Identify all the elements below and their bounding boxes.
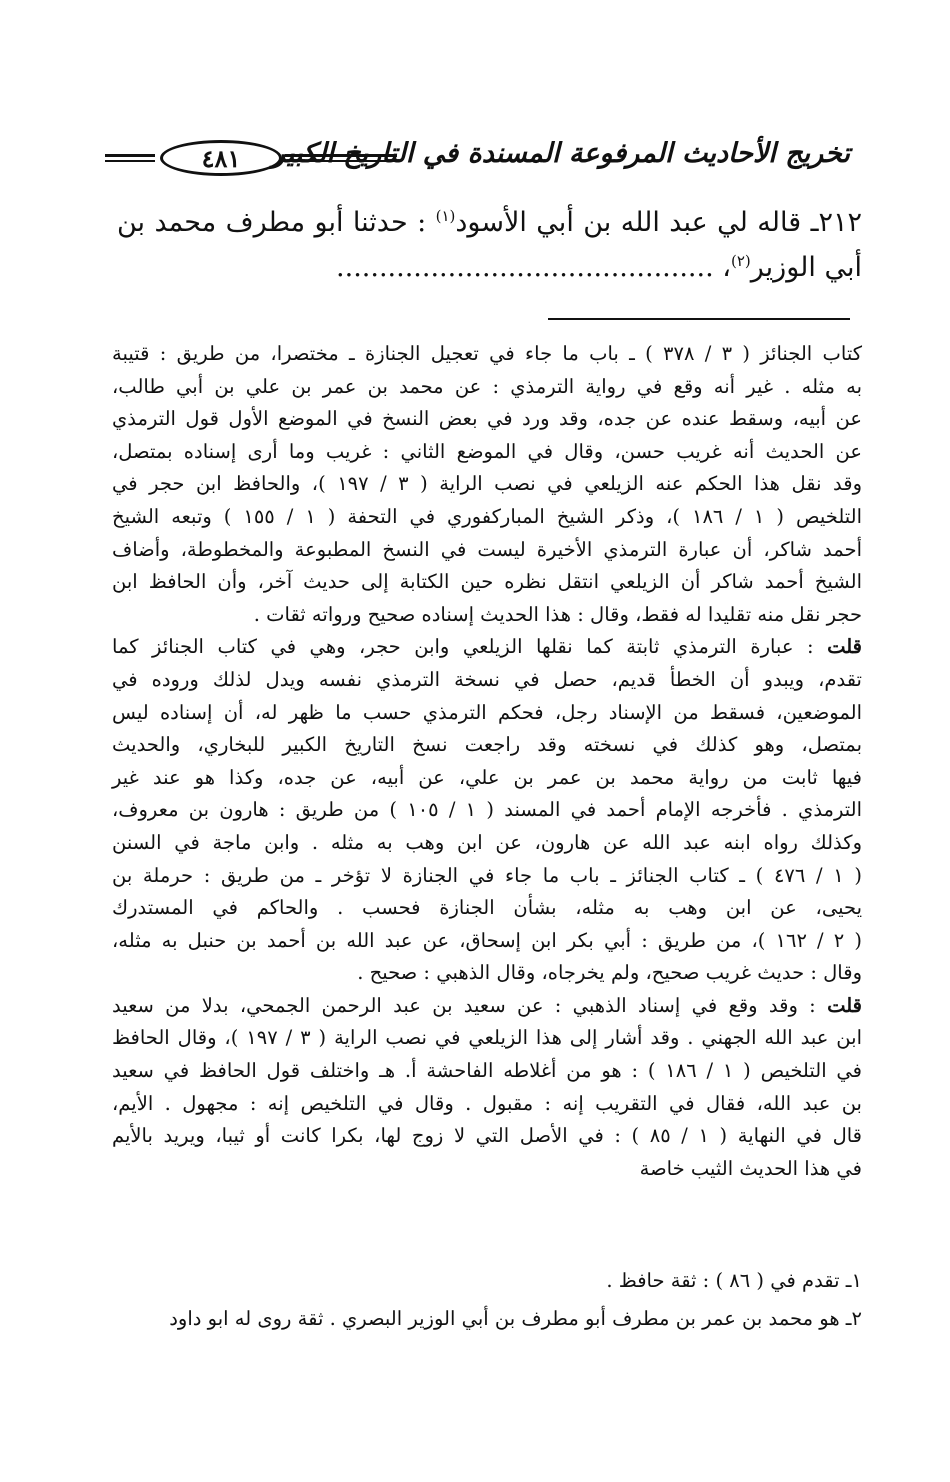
commentary-line <box>112 631 862 664</box>
commentary-text: فيها ثابت من رواية محمد بن عمر بن علي، عن أبيه، عن جده، وكذا هو عند غير <box>112 765 862 789</box>
commentary-line <box>112 468 862 501</box>
commentary-text: في التلخيص ( ١ / ١٨٦ ) : هو من أغلاطه الفاحشة أ. هـ واختلف قول الحافظ في سعيد <box>112 1059 863 1083</box>
commentary-text: : عبارة الترمذي ثابتة كما نقلها الزيلعي وابن حجر، وهي في كتاب الجنائز كما <box>112 635 828 659</box>
commentary-line <box>112 1120 862 1153</box>
commentary-line <box>112 1153 862 1186</box>
commentary-text: وقال : حديث غريب صحيح، ولم يخرجاه، وقال الذهبي : صحيح . <box>357 961 862 985</box>
commentary-line <box>112 860 862 893</box>
footnote-ref-2: (٢) <box>730 252 751 270</box>
footnote-separator <box>548 318 850 320</box>
footnotes <box>112 1262 862 1338</box>
hadith-line-2 <box>117 245 862 290</box>
commentary-text: بن عبد الله، فقال في التقريب إنه : مقبول . وقال في التلخيص إنه : مجهول . الأيم، <box>112 1091 862 1115</box>
commentary-text: يحيى، عن ابن وهب به مثله، بشأن الجنازة فحسب . والحاكم في المستدرك <box>112 896 862 920</box>
commentary-line <box>112 1088 862 1121</box>
commentary-text: ( ٢ / ١٦٢ )، من طريق : أبي بكر ابن إسحاق، عن عبد الله بن أحمد بن حنبل به مثله، <box>112 928 862 952</box>
qult-label: قلت <box>827 635 862 659</box>
running-title: تخريج الأحاديث المرفوعة المسندة في التاريخ الكبير <box>272 138 850 169</box>
commentary-line <box>112 436 862 469</box>
commentary-text: الموضعين، فسقط من الإسناد رجل، فحكم الترمذي حسب ما ظهر له، أن إسناده ليس <box>112 700 862 724</box>
commentary-line <box>112 566 862 599</box>
commentary-text: حجر نقل منه تقليدا له فقط، وقال : هذا الحديث إسناده صحيح ورواته ثقات . <box>253 602 862 626</box>
commentary-text: بمتصل، وهو كذلك في نسخته وقد راجعت نسخ التاريخ الكبير للبخاري، والحديث <box>112 733 862 757</box>
footnote-1: ١ـ تقدم في ( ٨٦ ) : ثقة حافظ . <box>606 1269 862 1292</box>
commentary-line <box>112 338 862 371</box>
commentary-text: أحمد شاكر، أن عبارة الترمذي الأخيرة ليست في النسخ المطبوعة والمخطوطة، وأضاف <box>112 537 862 561</box>
commentary-line <box>112 990 862 1023</box>
commentary-line <box>112 794 862 827</box>
commentary-text: وقد نقل هذا الحكم عنه الزيلعي في نصب الراية ( ٣ / ١٩٧ )، والحافظ ابن حجر في <box>112 472 862 496</box>
hadith-line-2-tail: ، <box>713 252 731 283</box>
commentary-text: التلخيص ( ١ / ١٨٦ )، وذكر الشيخ المباركفوري في التحفة ( ١ / ١٥٥ ) وتبعه الشيخ <box>112 504 863 528</box>
commentary-text: وكذلك رواه ابنه عبد الله عن هارون، عن ابن وهب به مثله . وابن ماجة في السنن <box>112 830 862 854</box>
commentary-line <box>112 697 862 730</box>
hadith-line-1 <box>117 200 862 245</box>
commentary-line <box>112 762 862 795</box>
commentary-text: عن الحديث أنه غريب حسن، وقال في الموضع الثاني : غريب وما أرى إسناده بمتصل، <box>112 439 862 463</box>
hadith-line-2-head: أبي الوزير <box>750 252 862 283</box>
commentary-line <box>112 1055 862 1088</box>
commentary-text: ابن عبد الله الجهني . وقد أشار إلى هذا الزيلعي في نصب الراية ( ٣ / ١٩٧ )، وقال الحافظ <box>112 1026 862 1050</box>
commentary-line <box>112 729 862 762</box>
commentary-text: ( ١ / ٤٧٦ ) ـ كتاب الجنائز ـ باب ما جاء في الجنازة لا تؤخر ـ من طريق : حرملة بن <box>112 863 862 887</box>
commentary-line <box>112 501 862 534</box>
footnote-ref-1: (١) <box>435 207 456 225</box>
commentary-text: الترمذي . فأخرجه الإمام أحمد في المسند ( ١ / ١٠٥ ) من طريق : هارون بن معروف، <box>112 798 863 822</box>
hadith-line-1-tail: : حدثنا أبو مطرف محمد بن <box>117 207 436 238</box>
hadith-text <box>117 200 862 290</box>
page-number: ٤٨١ <box>160 140 282 176</box>
page-header <box>105 132 850 192</box>
commentary-text: عن أبيه، وسقط عنده عن جده، وقد ورد في بعض النسخ في الموضع الأول قول الترمذي <box>112 407 862 431</box>
commentary-line <box>112 534 862 567</box>
header-rule-right <box>285 154 397 162</box>
hadith-line-1-head: ٢١٢ـ قاله لي عبد الله بن أبي الأسود <box>455 207 862 238</box>
commentary-line <box>112 892 862 925</box>
commentary-line <box>112 599 862 632</box>
footnote-2: ٢ـ هو محمد بن عمر بن مطرف أبو مطرف بن أبي الوزير البصري . ثقة روى له ابو داود <box>169 1307 862 1330</box>
commentary-line <box>112 827 862 860</box>
commentary <box>112 338 862 1185</box>
commentary-line <box>112 925 862 958</box>
header-rule-left <box>105 154 155 162</box>
commentary-text: : وقد وقع في إسناد الذهبي : عن سعيد بن عبد الرحمن الجمحي، بدلا من سعيد <box>112 993 828 1017</box>
commentary-line <box>112 403 862 436</box>
ellipsis-dots: ............................................ <box>336 252 714 283</box>
commentary-text: الشيخ أحمد شاكر أن الزيلعي انتقل نظره حين الكتابة إلى حديث آخر، وأن الحافظ ابن <box>112 570 862 594</box>
commentary-text: في هذا الحديث الثيب خاصة <box>639 1156 862 1180</box>
commentary-line <box>112 664 862 697</box>
commentary-text: قال في النهاية ( ١ / ٨٥ ) : في الأصل التي لا زوج لها، بكرا كانت أو ثيبا، ويريد بالأيم <box>112 1124 862 1148</box>
commentary-line <box>112 957 862 990</box>
qult-label: قلت <box>827 993 862 1017</box>
commentary-line <box>112 371 862 404</box>
commentary-line <box>112 1022 862 1055</box>
commentary-text: تقدم، ويبدو أن الخطأ قديم، حصل في نسخة الترمذي نفسه ويدل لذلك وروده في <box>112 667 862 691</box>
commentary-text: كتاب الجنائز ( ٣ / ٣٧٨ ) ـ باب ما جاء في تعجيل الجنازة ـ مختصرا، من طريق : قتيبة <box>112 342 862 365</box>
commentary-text: به مثله . غير أنه وقع في رواية الترمذي : عن محمد بن عمر بن علي بن أبي طالب، <box>112 374 862 398</box>
